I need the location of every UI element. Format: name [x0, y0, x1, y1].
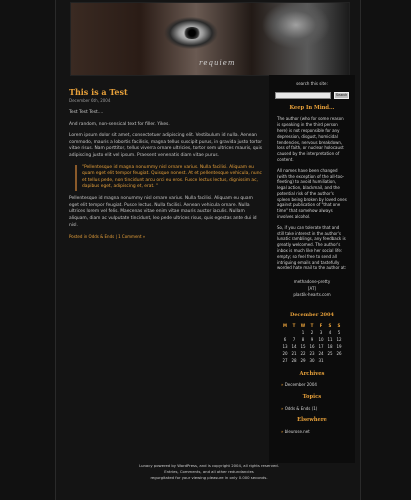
calendar-day: 6 [283, 337, 287, 343]
calendar-weekday: S [328, 323, 332, 329]
calendar-day: 18 [327, 344, 333, 350]
calendar-day: 3 [319, 330, 323, 336]
calendar-day: 19 [336, 344, 342, 350]
calendar-day: 25 [327, 351, 333, 357]
calendar-weekday: F [319, 323, 323, 329]
calendar-day [290, 330, 299, 337]
footer-line: regurgitated for your viewing pleasure in only 0.000 seconds. [150, 475, 268, 481]
calendar-day: 31 [318, 358, 324, 364]
sidebar [269, 75, 355, 463]
contact-address [269, 279, 355, 298]
elsewhere-list [269, 429, 355, 435]
calendar-weekday: M [283, 323, 287, 329]
header-signature: requiem [199, 59, 236, 67]
archive-link[interactable]: » December 2004 [281, 382, 355, 388]
calendar-day: 8 [301, 337, 305, 343]
calendar-day: 22 [300, 351, 306, 357]
calendar-weekdays [281, 323, 344, 330]
calendar-day: 4 [328, 330, 332, 336]
search-input[interactable] [275, 92, 331, 99]
contact-line: plastik-hearts.com [293, 292, 331, 298]
elsewhere-heading: Elsewhere [297, 417, 327, 424]
about-paragraph: So, if you can tolerate that and still take interest in the author's lunatic ramblings, any feedback is greatly welcomed. The author's inbox is much like her social life: empty; so feel free to send all intriguing emails and tastefully worded hate mail to the author at: [277, 224, 347, 271]
post-paragraph: Test Test Test.... [69, 110, 104, 115]
eye-image [183, 27, 201, 39]
calendar-day [326, 358, 335, 365]
calendar-day: 26 [336, 351, 342, 357]
calendar-weekday: S [337, 323, 341, 329]
calendar-day: 5 [337, 330, 341, 336]
calendar-week [281, 358, 344, 365]
search-label: search this site: [296, 81, 328, 86]
calendar-weekday: T [310, 323, 314, 329]
calendar-day: 13 [282, 344, 288, 350]
calendar-week [281, 337, 344, 344]
post-paragraph: Pellentesque id magna nonummy nisl ornare varius. Nulla facilisi. Aliquam eu quam eget elit tempor feugiat. Pusce lectus. Nulla facilisi. Aenean vehicula ornare. Nulla ultrices lorem vel felis. Maecenas vitae enim vitae mauris auctor iaculis. Nullam aliquam, diam ac vulputate tincidunt, leo pede ultrices risus, quis egestas ante dui id nisl. [69, 196, 257, 228]
archives-list [269, 382, 355, 388]
post-title[interactable]: This is a Test [69, 87, 128, 97]
calendar-day: 27 [282, 358, 288, 364]
post-paragraph: Lorem ipsum dolor sit amet, consectetuer adipiscing elit. Vestibulum id nulla. Aenean commodo, mauris a lobortis facilisis, magna tellus suscipit purus, in gravida justo tortor vitae risus. Nam porttitor, tellus viverra ornare ultricies, tortor sem ultrices mauris, quis adipiscing justo elit vel ipsum. Praesent venenatis diam vitae purus. [69, 133, 263, 159]
calendar-day: 12 [336, 337, 342, 343]
calendar-day: 11 [327, 337, 333, 343]
calendar-day: 16 [309, 344, 315, 350]
calendar-day: 17 [318, 344, 324, 350]
calendar-day: 24 [318, 351, 324, 357]
calendar-caption: December 2004 [289, 312, 334, 319]
footer [70, 463, 348, 481]
calendar-weekday: T [292, 323, 296, 329]
post-paragraph: And random, non-sensical text for filler. Yikes. [69, 121, 170, 127]
about-paragraph: The author (who for some reason is speaking in the third person here) is not responsible for any depression, disgust, homicidal tendencies, nervous breakdown, loss of faith, or nuclear holocaust caused by the interpretation of content. [277, 116, 344, 162]
contact-line: methadone-pretty [293, 279, 331, 285]
calendar-day: 28 [291, 358, 297, 364]
post-quote: "Pellentesque id magna nonummy nisl ornare varius. Nulla facilisi. Aliquam eu quam eget elit tempor feugiat. Quisque nonest. At et pellentesque vehicula, nunc et tellus pede, non tincidunt arcu orci eu eros. Fusce lectus lectus, dignissim ac, dapibus eget, adipiscing et, erat. " [75, 165, 263, 191]
footer-line: Lunacy powered by WordPress, and is copyright 2004, all rights reserved. [139, 463, 279, 468]
calendar-weekday: W [300, 323, 306, 329]
contact-line: [AT] [308, 285, 316, 291]
elsewhere-link[interactable]: » bleurose.net [281, 429, 355, 435]
topic-link[interactable]: » Odds & Ends (1) [281, 406, 355, 412]
post-date: December 6th, 2004 [69, 98, 111, 103]
calendar-day: 9 [310, 337, 314, 343]
calendar [281, 312, 344, 364]
calendar-day: 1 [301, 330, 305, 336]
calendar-week [281, 330, 344, 337]
calendar-day [335, 358, 344, 365]
calendar-day: 15 [300, 344, 306, 350]
keep-in-mind-heading: Keep In Mind... [289, 104, 335, 111]
calendar-day [281, 330, 290, 337]
calendar-week [281, 344, 344, 351]
calendar-day: 2 [310, 330, 314, 336]
footer-line: Entries, Comments, and all other redundancies [164, 469, 254, 475]
header-banner[interactable] [70, 2, 350, 76]
search-form [269, 92, 355, 99]
calendar-day: 29 [300, 358, 306, 364]
calendar-day: 23 [309, 351, 315, 357]
calendar-day: 7 [292, 337, 296, 343]
main-content [69, 82, 263, 240]
topics-heading: Topics [302, 394, 322, 400]
calendar-week [281, 351, 344, 358]
topics-list [269, 406, 355, 412]
calendar-day: 21 [291, 351, 297, 357]
search-button[interactable]: Search [335, 92, 348, 97]
calendar-body [281, 330, 344, 365]
archives-heading: Archives [299, 370, 325, 377]
calendar-day: 14 [291, 344, 297, 350]
calendar-day: 20 [282, 351, 288, 357]
calendar-day: 10 [318, 337, 324, 343]
about-paragraph: All names have been changed (with the exception of the all-too-fleeting) to avoid humiliation, legal action, blackmail, and the potential risk of the author's spleen being broken by loved ones against publication of "that one time" that somehow always involves alcohol. [277, 167, 347, 220]
page-container [55, 0, 361, 500]
post-meta-link[interactable]: Posted in Odds & Ends | 1 Comment » [69, 234, 146, 240]
calendar-day: 30 [309, 358, 315, 364]
